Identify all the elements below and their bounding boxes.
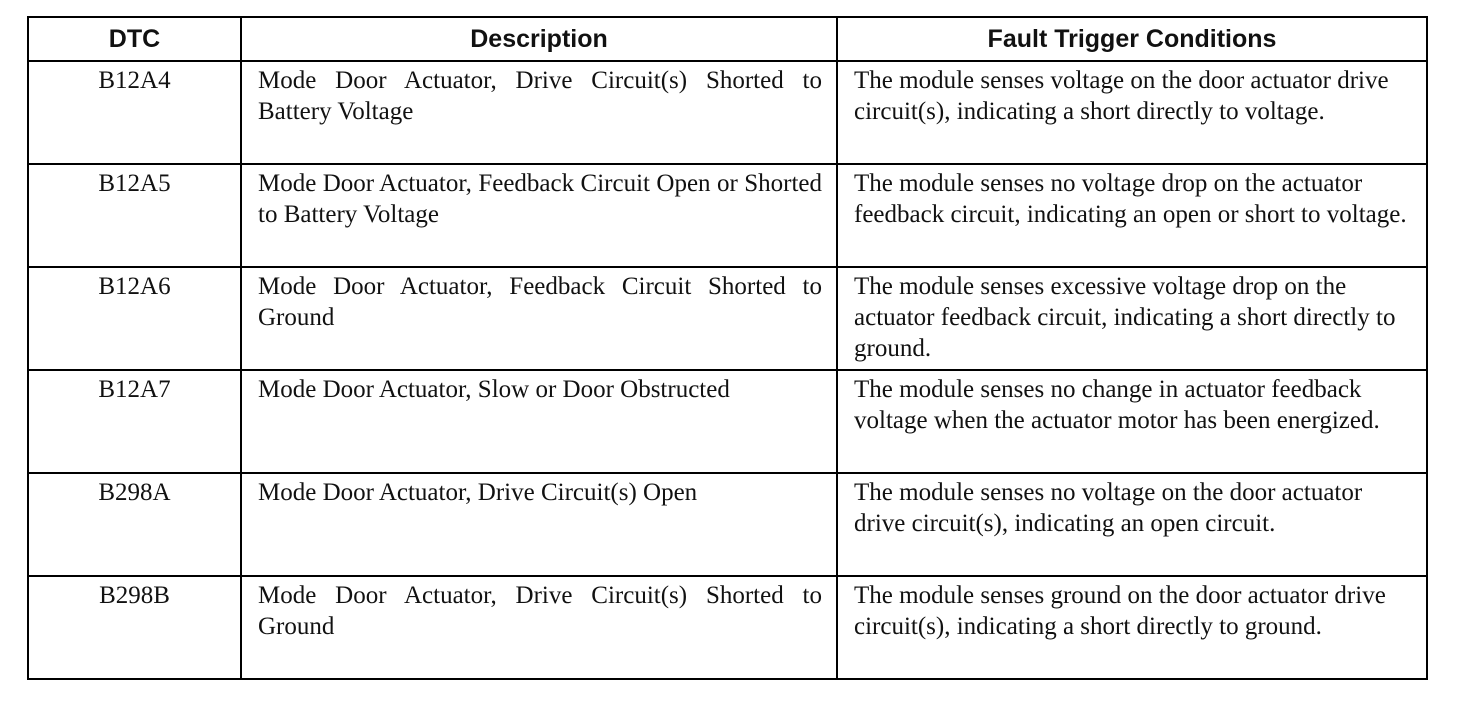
table-header bbox=[28, 17, 1427, 61]
dtc-conditions: The module senses excessive voltage drop on the actuator feedback circuit, indicating a short directly to ground. bbox=[837, 267, 1427, 370]
header-row bbox=[28, 17, 1427, 61]
dtc-code: B12A7 bbox=[28, 370, 241, 473]
dtc-conditions: The module senses ground on the door actuator drive circuit(s), indicating a short directly to ground. bbox=[837, 576, 1427, 679]
dtc-description: Mode Door Actuator, Drive Circuit(s) Shorted to Ground bbox=[241, 576, 837, 679]
dtc-description: Mode Door Actuator, Drive Circuit(s) Shorted to Battery Voltage bbox=[241, 61, 837, 164]
dtc-description: Mode Door Actuator, Feedback Circuit Open or Shorted to Battery Voltage bbox=[241, 164, 837, 267]
header-conditions: Fault Trigger Conditions bbox=[837, 17, 1427, 61]
table-row bbox=[28, 267, 1427, 370]
dtc-description: Mode Door Actuator, Drive Circuit(s) Open bbox=[241, 473, 837, 576]
dtc-table bbox=[27, 16, 1428, 680]
dtc-code: B12A6 bbox=[28, 267, 241, 370]
dtc-code: B12A4 bbox=[28, 61, 241, 164]
table-row bbox=[28, 576, 1427, 679]
dtc-description: Mode Door Actuator, Slow or Door Obstructed bbox=[241, 370, 837, 473]
dtc-code: B298B bbox=[28, 576, 241, 679]
table-row bbox=[28, 370, 1427, 473]
table-row bbox=[28, 473, 1427, 576]
table-row bbox=[28, 61, 1427, 164]
dtc-conditions: The module senses no voltage on the door actuator drive circuit(s), indicating an open circuit. bbox=[837, 473, 1427, 576]
dtc-description: Mode Door Actuator, Feedback Circuit Shorted to Ground bbox=[241, 267, 837, 370]
dtc-code: B298A bbox=[28, 473, 241, 576]
dtc-conditions: The module senses no voltage drop on the actuator feedback circuit, indicating an open or short to voltage. bbox=[837, 164, 1427, 267]
header-description: Description bbox=[241, 17, 837, 61]
table-body bbox=[28, 61, 1427, 679]
dtc-conditions: The module senses no change in actuator feedback voltage when the actuator motor has been energized. bbox=[837, 370, 1427, 473]
header-dtc: DTC bbox=[28, 17, 241, 61]
dtc-conditions: The module senses voltage on the door actuator drive circuit(s), indicating a short directly to voltage. bbox=[837, 61, 1427, 164]
table-row bbox=[28, 164, 1427, 267]
dtc-code: B12A5 bbox=[28, 164, 241, 267]
